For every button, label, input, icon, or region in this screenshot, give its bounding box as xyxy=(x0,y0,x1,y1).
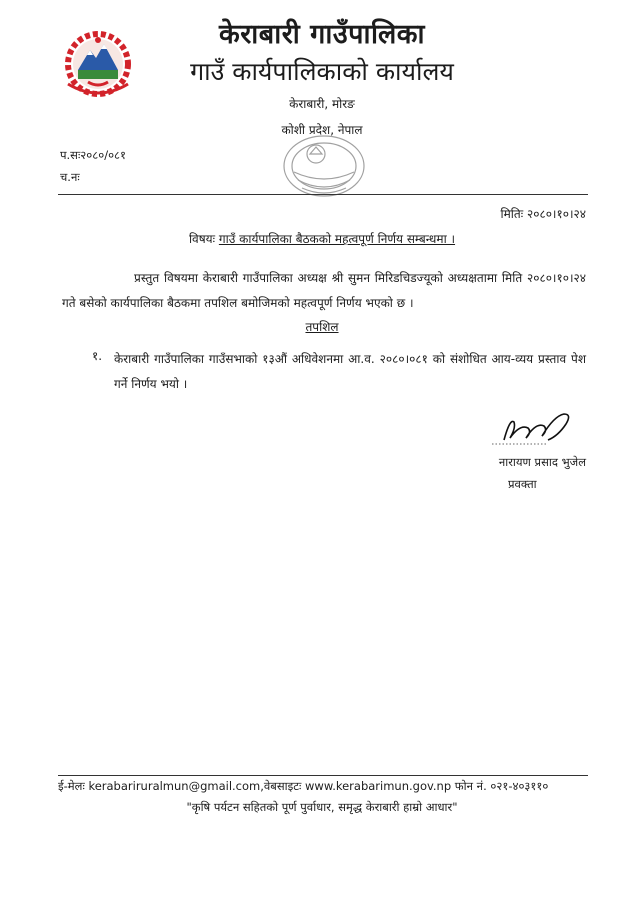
list-item: केराबारी गाउँपालिका गाउँसभाको १३औं अधिवेशनमा आ.व. २०८०।०८१ को संशोधित आय-व्यय प्रस्ताव पेश गर्ने निर्णय भयो । xyxy=(114,352,586,391)
address-district: केराबारी, मोरङ xyxy=(289,97,355,111)
subject-prefix: विषयः xyxy=(188,232,216,246)
office-seal-icon xyxy=(276,128,372,208)
tapsil-heading: तपशिल xyxy=(305,320,339,334)
signatory-name: नारायण प्रसाद भुजेल xyxy=(498,455,586,469)
header-divider xyxy=(58,194,588,195)
reference-number: प.सः२०८०/०८१ xyxy=(60,148,127,162)
office-name-title: केराबारी गाउँपालिका xyxy=(219,19,425,50)
subject-line xyxy=(0,230,644,247)
signature-icon xyxy=(488,410,580,450)
dispatch-number: च.नः xyxy=(60,170,80,184)
footer-divider xyxy=(58,775,588,776)
body-paragraph: प्रस्तुत विषयमा केराबारी गाउँपालिका अध्यक्ष श्री सुमन मिरिडचिडज्यूको अध्यक्षतामा मिति २०८०।१०।२४ गते बसेको कार्यपालिका बैठकमा तपशिल बमोजिमको महत्वपूर्ण निर्णय भएको छ । xyxy=(62,271,586,310)
letter-date: मितिः २०८०।१०।२४ xyxy=(500,207,586,221)
list-item-number: १. xyxy=(92,349,103,363)
footer-slogan: "कृषि पर्यटन सहितको पूर्ण पुर्वाधार, समृद्ध केराबारी हाम्रो आधार" xyxy=(186,800,458,814)
subject-text: गाउँ कार्यपालिका बैठकको महत्वपूर्ण निर्णय सम्बन्धमा । xyxy=(218,232,456,246)
signatory-title: प्रवक्ता xyxy=(508,477,537,491)
address-province: कोशी प्रदेश, नेपाल xyxy=(281,123,363,137)
office-subtitle: गाउँ कार्यपालिकाको कार्यालय xyxy=(190,57,454,86)
footer-contact: ई-मेलः kerabariruralmun@gmail.com,वेबसाइटः www.kerabarimun.gov.np फोन नं. ०२१-४०३११० xyxy=(58,779,549,793)
